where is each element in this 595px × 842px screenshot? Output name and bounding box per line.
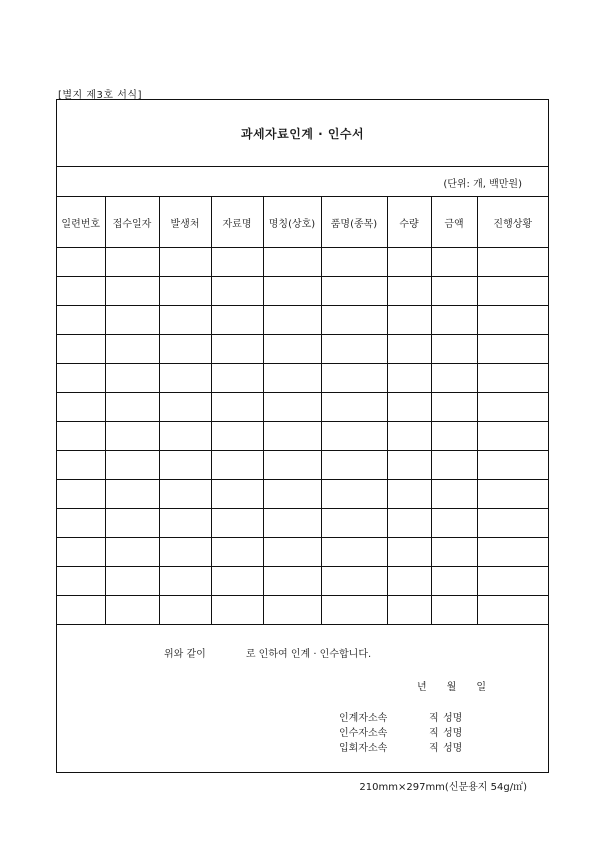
table-cell[interactable] (477, 364, 548, 393)
table-row (57, 306, 548, 335)
table-cell[interactable] (105, 422, 159, 451)
transfer-form (56, 99, 549, 773)
table-cell[interactable] (431, 248, 477, 277)
table-cell[interactable] (211, 422, 263, 451)
table-cell[interactable] (431, 306, 477, 335)
table-cell[interactable] (321, 451, 387, 480)
col-header-status: 진행상황 (477, 197, 548, 248)
form-label: [별지 제3호 서식] (58, 90, 142, 101)
table-cell[interactable] (387, 277, 431, 306)
table-cell[interactable] (211, 248, 263, 277)
table-cell[interactable] (387, 451, 431, 480)
col-header-amount: 금액 (431, 197, 477, 248)
table-row (57, 509, 548, 538)
table-cell[interactable] (321, 248, 387, 277)
col-header-origin: 발생처 (159, 197, 211, 248)
table-cell[interactable] (263, 277, 321, 306)
table-cell[interactable] (159, 393, 211, 422)
table-cell[interactable] (159, 509, 211, 538)
signature-label: 인수자소속 (339, 728, 388, 739)
table-cell[interactable] (57, 480, 105, 509)
table-cell[interactable] (263, 451, 321, 480)
signature-label: 인계자소속 (339, 713, 388, 724)
table-cell[interactable] (263, 567, 321, 596)
form-title: 과세자료인계 · 인수서 (240, 126, 365, 141)
table-cell[interactable] (387, 422, 431, 451)
table-cell[interactable] (211, 306, 263, 335)
table-cell[interactable] (211, 277, 263, 306)
table-cell[interactable] (321, 567, 387, 596)
table-row (57, 393, 548, 422)
signature-name: 성명 (443, 743, 463, 754)
table-cell[interactable] (387, 480, 431, 509)
unit-note: (단위: 개, 백만원) (443, 179, 522, 190)
table-cell[interactable] (387, 248, 431, 277)
table-cell[interactable] (387, 567, 431, 596)
table-cell[interactable] (431, 393, 477, 422)
table-cell[interactable] (263, 248, 321, 277)
col-header-receipt-date: 접수일자 (105, 197, 159, 248)
signature-name: 성명 (443, 728, 463, 739)
table-cell[interactable] (321, 480, 387, 509)
table-cell[interactable] (159, 306, 211, 335)
title-row (57, 100, 548, 167)
table-row (57, 480, 548, 509)
table-cell[interactable] (105, 451, 159, 480)
statement-after: 로 인하여 인계 · 인수합니다. (245, 649, 372, 660)
table-cell[interactable] (159, 364, 211, 393)
table-cell[interactable] (57, 248, 105, 277)
table-cell[interactable] (431, 364, 477, 393)
table-cell[interactable] (105, 480, 159, 509)
table-cell[interactable] (387, 306, 431, 335)
table-cell[interactable] (211, 335, 263, 364)
table-row (57, 277, 548, 306)
table-cell[interactable] (211, 451, 263, 480)
table-cell[interactable] (211, 364, 263, 393)
table-cell[interactable] (105, 538, 159, 567)
table-cell[interactable] (321, 509, 387, 538)
table-row (57, 538, 548, 567)
paper-spec: 210mm×297mm(신문용지 54g/㎡) (359, 782, 527, 793)
table-cell[interactable] (477, 538, 548, 567)
table-cell[interactable] (321, 538, 387, 567)
unit-row (57, 167, 548, 197)
table-cell[interactable] (57, 538, 105, 567)
table-cell[interactable] (57, 364, 105, 393)
table-cell[interactable] (431, 422, 477, 451)
table-cell[interactable] (211, 480, 263, 509)
table-row (57, 422, 548, 451)
table-cell[interactable] (431, 509, 477, 538)
statement (164, 645, 371, 660)
table-cell[interactable] (263, 306, 321, 335)
table-cell[interactable] (211, 567, 263, 596)
table-cell[interactable] (477, 422, 548, 451)
table-cell[interactable] (57, 335, 105, 364)
table-cell[interactable] (57, 393, 105, 422)
signature-position: 직 (429, 713, 439, 724)
table-cell[interactable] (431, 451, 477, 480)
table-cell[interactable] (105, 306, 159, 335)
table-cell[interactable] (477, 393, 548, 422)
signature-position: 직 (429, 743, 439, 754)
table-cell[interactable] (263, 335, 321, 364)
table-cell[interactable] (387, 335, 431, 364)
table-cell[interactable] (159, 451, 211, 480)
table-cell[interactable] (477, 335, 548, 364)
table-cell[interactable] (263, 364, 321, 393)
table-cell[interactable] (105, 509, 159, 538)
date-day: 일 (476, 682, 487, 693)
col-header-serial: 일련번호 (57, 197, 105, 248)
table-cell[interactable] (321, 277, 387, 306)
table-cell[interactable] (57, 509, 105, 538)
table-cell[interactable] (57, 306, 105, 335)
table-cell[interactable] (477, 567, 548, 596)
table-cell[interactable] (477, 248, 548, 277)
table-cell[interactable] (477, 277, 548, 306)
table-cell[interactable] (57, 451, 105, 480)
table-cell[interactable] (387, 393, 431, 422)
table-cell[interactable] (159, 248, 211, 277)
table-row (57, 335, 548, 364)
table-cell[interactable] (263, 393, 321, 422)
table-cell[interactable] (211, 393, 263, 422)
table-cell[interactable] (105, 364, 159, 393)
table-cell[interactable] (159, 567, 211, 596)
signature-area (57, 621, 548, 772)
table-cell[interactable] (263, 538, 321, 567)
table-cell[interactable] (159, 335, 211, 364)
table-cell[interactable] (431, 277, 477, 306)
signature-position: 직 (429, 728, 439, 739)
table-row (57, 364, 548, 393)
table-row (57, 451, 548, 480)
table-cell[interactable] (431, 538, 477, 567)
signature-line-handover (339, 709, 462, 724)
signature-line-receiver (339, 724, 462, 739)
table-cell[interactable] (477, 509, 548, 538)
table-cell[interactable] (477, 451, 548, 480)
table-cell[interactable] (321, 335, 387, 364)
table-cell[interactable] (431, 567, 477, 596)
table-cell[interactable] (159, 422, 211, 451)
table-cell[interactable] (321, 393, 387, 422)
table-cell[interactable] (431, 480, 477, 509)
statement-before: 위와 같이 (164, 649, 206, 660)
table-cell[interactable] (387, 509, 431, 538)
date-month: 월 (446, 682, 457, 693)
table-cell[interactable] (477, 480, 548, 509)
signature-line-witness (339, 739, 462, 754)
table-cell[interactable] (105, 567, 159, 596)
table-cell[interactable] (57, 567, 105, 596)
table-cell[interactable] (105, 277, 159, 306)
col-header-material: 자료명 (211, 197, 263, 248)
table-cell[interactable] (159, 277, 211, 306)
records-body (57, 248, 548, 625)
table-cell[interactable] (211, 509, 263, 538)
table-cell[interactable] (159, 538, 211, 567)
table-cell[interactable] (105, 335, 159, 364)
header-row (57, 197, 548, 248)
table-cell[interactable] (321, 364, 387, 393)
table-cell[interactable] (387, 364, 431, 393)
table-row (57, 248, 548, 277)
table-cell[interactable] (105, 393, 159, 422)
signature-label: 입회자소속 (339, 743, 388, 754)
table-cell[interactable] (387, 538, 431, 567)
col-header-company-name: 명칭(상호) (263, 197, 321, 248)
table-cell[interactable] (211, 538, 263, 567)
table-cell[interactable] (477, 306, 548, 335)
table-cell[interactable] (321, 422, 387, 451)
signature-name: 성명 (443, 713, 463, 724)
records-table (57, 197, 548, 625)
table-cell[interactable] (321, 306, 387, 335)
table-cell[interactable] (105, 248, 159, 277)
table-cell[interactable] (57, 277, 105, 306)
table-cell[interactable] (57, 422, 105, 451)
table-row (57, 567, 548, 596)
date-line (417, 678, 506, 693)
date-year: 년 (417, 682, 427, 693)
table-cell[interactable] (431, 335, 477, 364)
table-cell[interactable] (263, 509, 321, 538)
col-header-quantity: 수량 (387, 197, 431, 248)
table-cell[interactable] (159, 480, 211, 509)
col-header-item: 품명(종목) (321, 197, 387, 248)
table-cell[interactable] (263, 422, 321, 451)
table-cell[interactable] (263, 480, 321, 509)
